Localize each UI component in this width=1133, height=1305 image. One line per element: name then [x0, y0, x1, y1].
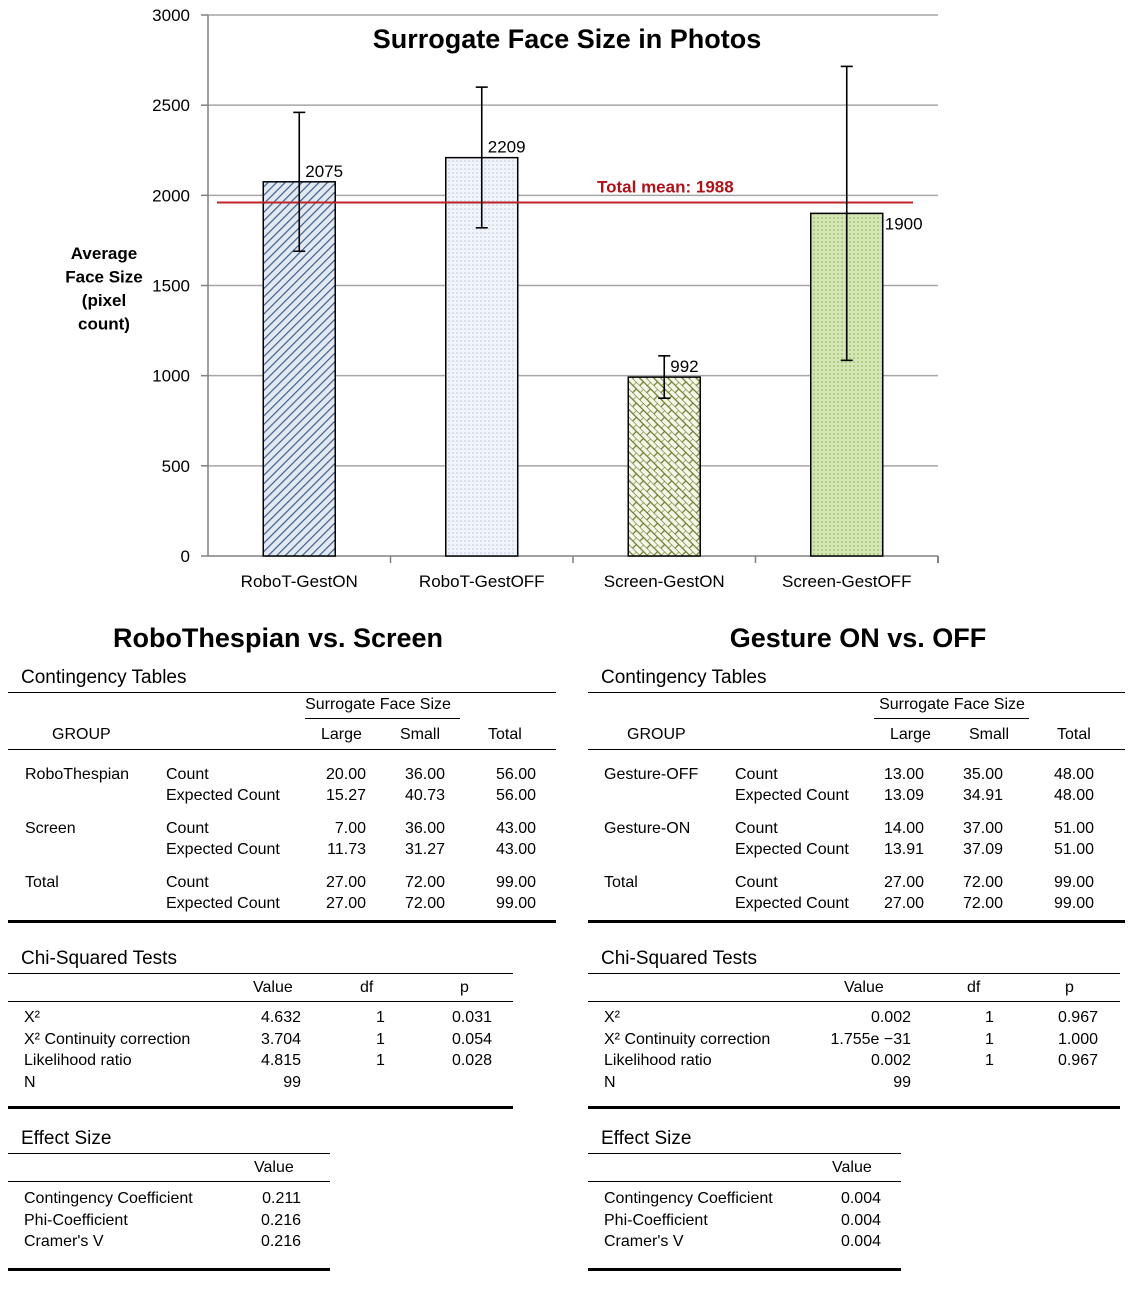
- y-tick-label: 0: [180, 547, 190, 566]
- stat-label: Count: [735, 820, 778, 837]
- effect-row-label: Contingency Coefficient: [604, 1190, 773, 1207]
- col-value: Value: [844, 979, 884, 996]
- cell-large: 27.00: [883, 874, 924, 891]
- chi-row-label: N: [24, 1073, 36, 1091]
- chi-row-label: X² Continuity correction: [604, 1030, 771, 1048]
- robothespian-vs-screen-panel: [8, 618, 558, 1273]
- chi-table: [8, 973, 513, 1113]
- cell-total: 48.00: [1053, 787, 1094, 804]
- cell-total: 48.00: [1053, 766, 1094, 783]
- chi-row-label: X²: [24, 1009, 40, 1026]
- cell-large: 13.91: [883, 841, 924, 858]
- effect-value: 0.216: [260, 1233, 301, 1250]
- gesture-on-vs-off-panel: [588, 618, 1133, 1273]
- x-tick-label: RoboT-GestON: [240, 572, 358, 591]
- effect-row-label: Phi-Coefficient: [604, 1211, 708, 1229]
- col-small: Small: [400, 726, 441, 743]
- span-label: Surrogate Face Size: [305, 696, 451, 713]
- group-header: GROUP: [627, 726, 686, 743]
- cell-large: 27.00: [325, 895, 366, 912]
- cell-total: 51.00: [1053, 820, 1094, 837]
- y-axis-label-line: count): [78, 314, 130, 334]
- effect-title: Effect Size: [21, 1128, 112, 1149]
- stat-label: Count: [166, 766, 209, 783]
- stat-label: Expected Count: [166, 895, 280, 912]
- y-axis-label: [65, 244, 143, 334]
- effect-title: Effect Size: [601, 1128, 692, 1149]
- chi-value: 3.704: [260, 1030, 301, 1048]
- contingency-table: [588, 692, 1125, 923]
- col-df: df: [967, 979, 981, 996]
- cell-small: 36.00: [404, 766, 445, 783]
- y-axis-label-line: Average: [70, 244, 138, 263]
- cell-total: 51.00: [1053, 841, 1094, 858]
- contingency-body: [588, 750, 1125, 920]
- group-label: Screen: [25, 820, 76, 837]
- chi-df: 1: [376, 1030, 385, 1048]
- effect-value: 0.211: [262, 1190, 301, 1207]
- group-label: RoboThespian: [25, 766, 130, 783]
- stat-label: Count: [735, 874, 778, 891]
- contingency-title: Contingency Tables: [21, 667, 187, 688]
- bar-screen-geston: [628, 377, 700, 556]
- data-label: 992: [670, 357, 699, 377]
- stat-label: Expected Count: [166, 787, 280, 804]
- cell-large: 13.09: [883, 787, 924, 804]
- data-label: 1900: [884, 214, 923, 234]
- effect-row-label: Contingency Coefficient: [24, 1190, 193, 1207]
- cell-small: 37.09: [962, 841, 1003, 858]
- cell-large: 15.27: [325, 787, 366, 804]
- chi-value: 99: [893, 1073, 911, 1091]
- effect-table: [588, 1153, 901, 1273]
- panel-heading: Gesture ON vs. OFF: [729, 623, 987, 653]
- cell-total: 56.00: [495, 787, 536, 804]
- cell-small: 31.27: [404, 841, 445, 858]
- data-label: 2209: [487, 137, 526, 157]
- chi-p: 1.000: [1057, 1030, 1098, 1048]
- panel-heading: RoboThespian vs. Screen: [112, 623, 444, 653]
- cell-small: 34.91: [962, 787, 1003, 804]
- effect-row-label: Cramer's V: [24, 1233, 104, 1250]
- chart-title: Surrogate Face Size in Photos: [372, 24, 762, 54]
- cell-small: 72.00: [404, 895, 445, 912]
- chi-row-label: Likelihood ratio: [24, 1052, 132, 1069]
- col-total: Total: [1057, 726, 1091, 743]
- stat-label: Expected Count: [735, 787, 849, 804]
- chi-df: 1: [376, 1009, 385, 1026]
- chi-df: 1: [985, 1052, 994, 1069]
- cell-total: 99.00: [1053, 874, 1094, 891]
- y-axis-label-line: (pixel: [81, 291, 127, 310]
- stat-label: Expected Count: [735, 895, 849, 912]
- stat-label: Expected Count: [166, 841, 280, 858]
- stat-label: Count: [735, 766, 778, 783]
- col-p: p: [1065, 979, 1074, 996]
- contingency-title: Contingency Tables: [601, 667, 767, 688]
- group-header: GROUP: [52, 726, 111, 743]
- chi-value: 4.632: [260, 1009, 301, 1026]
- cell-total: 99.00: [1053, 895, 1094, 912]
- effect-value: 0.004: [840, 1211, 881, 1229]
- effect-row-label: Cramer's V: [604, 1233, 684, 1250]
- chi-table: [588, 973, 1120, 1113]
- mean-label: Total mean: 1988: [597, 177, 734, 197]
- cell-large: 7.00: [334, 820, 366, 837]
- cell-large: 13.00: [883, 766, 924, 783]
- chi-value: 99: [283, 1073, 301, 1091]
- col-p: p: [460, 979, 469, 996]
- chi-row-label: Likelihood ratio: [604, 1052, 712, 1069]
- cell-small: 72.00: [404, 874, 445, 891]
- y-tick-label: 1500: [152, 276, 190, 296]
- chi-p: 0.054: [451, 1030, 492, 1048]
- stat-label: Count: [166, 874, 209, 891]
- chi-row-label: N: [604, 1073, 616, 1091]
- x-tick-label: RoboT-GestOFF: [418, 572, 545, 591]
- cell-total: 99.00: [495, 895, 536, 912]
- col-small: Small: [969, 726, 1010, 743]
- cell-total: 56.00: [495, 766, 536, 783]
- group-label: Total: [25, 874, 59, 891]
- contingency-body: [8, 750, 556, 920]
- group-label: Gesture-OFF: [604, 766, 699, 783]
- chi-row-label: X²: [604, 1009, 620, 1026]
- span-label: Surrogate Face Size: [879, 696, 1025, 713]
- stat-label: Expected Count: [735, 841, 849, 858]
- group-label: Total: [604, 874, 638, 891]
- cell-small: 72.00: [962, 895, 1003, 912]
- chi-p: 0.967: [1057, 1009, 1098, 1026]
- cell-large: 20.00: [325, 766, 366, 783]
- col-total: Total: [488, 726, 522, 743]
- col-large: Large: [321, 726, 362, 743]
- cell-large: 27.00: [883, 895, 924, 912]
- cell-large: 14.00: [883, 820, 924, 837]
- cell-total: 43.00: [495, 841, 536, 858]
- y-tick-label: 2500: [152, 96, 190, 116]
- cell-small: 36.00: [404, 820, 445, 837]
- y-axis-label-line: Face Size: [65, 267, 143, 287]
- effect-value: 0.004: [840, 1190, 881, 1207]
- cell-small: 37.00: [962, 820, 1003, 837]
- contingency-table: [8, 692, 556, 923]
- y-tick-label: 2000: [152, 186, 190, 206]
- chi-df: 1: [985, 1009, 994, 1026]
- x-tick-label: Screen-GestON: [603, 572, 725, 591]
- col-df: df: [360, 979, 374, 996]
- cell-small: 40.73: [404, 787, 445, 804]
- chi-p: 0.028: [451, 1052, 492, 1069]
- x-tick-label: Screen-GestOFF: [782, 572, 912, 591]
- cell-total: 99.00: [495, 874, 536, 891]
- col-value: Value: [253, 979, 293, 996]
- col-value: Value: [832, 1159, 872, 1176]
- chi-value: 0.002: [870, 1009, 911, 1026]
- chi-df: 1: [985, 1030, 994, 1048]
- y-tick-label: 500: [161, 456, 190, 476]
- chi-title: Chi-Squared Tests: [601, 948, 757, 969]
- chi-p: 0.031: [451, 1009, 492, 1026]
- chi-value: 4.815: [260, 1052, 301, 1069]
- chi-df: 1: [376, 1052, 385, 1069]
- cell-small: 35.00: [962, 766, 1003, 783]
- stat-label: Count: [166, 820, 209, 837]
- bar-chart: [0, 0, 1133, 600]
- effect-value: 0.216: [260, 1211, 301, 1229]
- y-tick-label: 1000: [152, 366, 190, 386]
- chi-row-label: X² Continuity correction: [24, 1030, 191, 1048]
- data-label: 2075: [305, 161, 344, 181]
- group-label: Gesture-ON: [604, 820, 691, 837]
- effect-table: [8, 1153, 330, 1273]
- col-large: Large: [890, 726, 931, 743]
- chi-value: 0.002: [870, 1052, 911, 1069]
- chi-value: 1.755e −31: [830, 1030, 911, 1048]
- cell-small: 72.00: [962, 874, 1003, 891]
- effect-value: 0.004: [840, 1233, 881, 1250]
- cell-large: 27.00: [325, 874, 366, 891]
- col-value: Value: [254, 1159, 294, 1176]
- cell-large: 11.73: [327, 841, 366, 858]
- effect-row-label: Phi-Coefficient: [24, 1211, 128, 1229]
- cell-total: 43.00: [495, 820, 536, 837]
- chi-title: Chi-Squared Tests: [21, 948, 177, 969]
- y-tick-label: 3000: [152, 6, 190, 25]
- chi-p: 0.967: [1057, 1052, 1098, 1069]
